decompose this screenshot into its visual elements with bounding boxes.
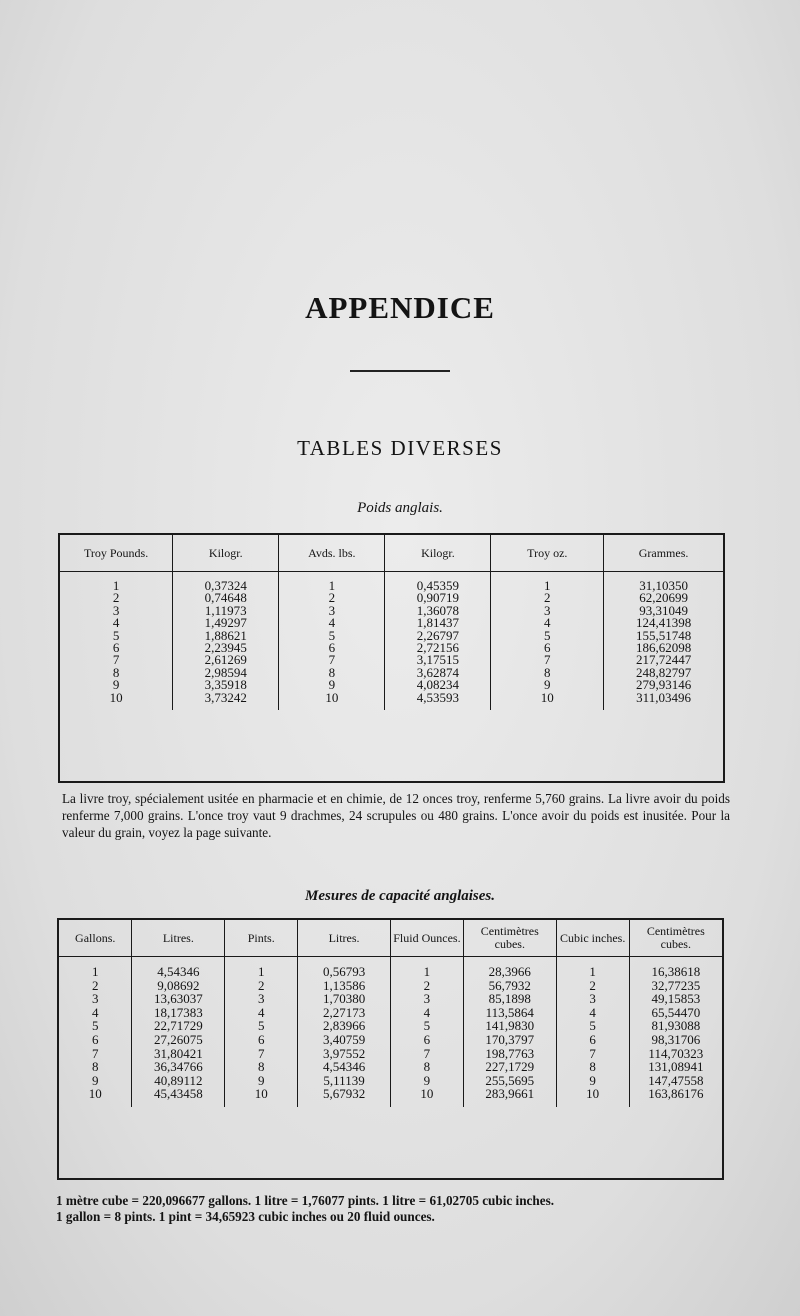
table-cell: 10 bbox=[325, 689, 339, 705]
column-header: Gallons. bbox=[59, 920, 132, 957]
column-header: Troy oz. bbox=[491, 535, 604, 572]
table-cell: 7 bbox=[423, 1045, 431, 1061]
table-cell: 170,3797 bbox=[485, 1031, 535, 1047]
table-cell: 113,5864 bbox=[485, 1004, 534, 1020]
table-cell: 6 bbox=[112, 639, 120, 655]
table-cell: 98,31706 bbox=[651, 1031, 701, 1047]
table-cell: 5 bbox=[91, 1018, 99, 1034]
column-header: Litres. bbox=[298, 920, 391, 957]
footnote bbox=[56, 1193, 768, 1225]
table-cell: 3 bbox=[257, 991, 265, 1007]
table-cell: 9 bbox=[589, 1072, 596, 1088]
table-cell: 36,34766 bbox=[153, 1059, 203, 1075]
title-divider bbox=[350, 370, 450, 372]
table-cell: 6 bbox=[589, 1031, 596, 1047]
table-cell: 10 bbox=[88, 1086, 102, 1102]
table-cell: 124,41398 bbox=[635, 615, 692, 631]
table-cell: 10 bbox=[420, 1086, 434, 1102]
table-cell: 9,08692 bbox=[157, 977, 200, 993]
table-column bbox=[629, 957, 722, 1107]
table-cell: 4 bbox=[91, 1004, 99, 1020]
weights-header-row bbox=[60, 535, 723, 572]
footnote-line: 1 mètre cube = 220,096677 gallons. 1 litre = 1,76077 pints. 1 litre = 61,02705 cubic inches. bbox=[56, 1193, 555, 1208]
table-cell: 3 bbox=[544, 602, 551, 618]
table-cell: 114,70323 bbox=[648, 1045, 704, 1061]
table-cell: 9 bbox=[257, 1072, 265, 1088]
table-cell: 1 bbox=[91, 964, 99, 979]
table-cell: 5 bbox=[328, 627, 336, 643]
table-cell: 4 bbox=[257, 1004, 265, 1020]
table-cell: 3,17515 bbox=[416, 652, 460, 668]
table-cell: 155,51748 bbox=[635, 627, 692, 643]
table-cell: 4,54346 bbox=[157, 964, 200, 979]
table-cell: 16,38618 bbox=[651, 964, 701, 979]
table-cell: 1 bbox=[328, 578, 336, 593]
table-cell: 255,5695 bbox=[485, 1072, 535, 1088]
table-cell: 4 bbox=[544, 615, 551, 631]
table-cell: 8 bbox=[328, 664, 336, 680]
table-column bbox=[463, 957, 556, 1107]
table-cell: 2,27173 bbox=[322, 1004, 366, 1020]
table-cell: 18,17383 bbox=[153, 1004, 203, 1020]
table-cell: 4,54346 bbox=[322, 1059, 366, 1075]
table-cell: 2,23945 bbox=[204, 639, 247, 655]
table-cell: 3,73242 bbox=[204, 689, 247, 705]
table-cell: 3,40759 bbox=[322, 1031, 366, 1047]
table-cell: 2,98594 bbox=[204, 664, 247, 680]
table-cell: 5,67932 bbox=[322, 1086, 366, 1102]
table-cell: 8 bbox=[589, 1059, 596, 1075]
column-header: Pints. bbox=[225, 920, 298, 957]
table-cell: 2 bbox=[112, 590, 120, 606]
table-cell: 81,93088 bbox=[651, 1018, 701, 1034]
table-cell: 5 bbox=[257, 1018, 265, 1034]
table-cell: 8 bbox=[544, 664, 551, 680]
table-cell: 8 bbox=[423, 1059, 431, 1075]
table-column bbox=[385, 572, 491, 710]
table-cell: 1,81437 bbox=[416, 615, 460, 631]
table-cell: 5,11139 bbox=[323, 1072, 365, 1088]
column-header: Fluid Ounces. bbox=[390, 920, 463, 957]
table-cell: 279,93146 bbox=[635, 677, 692, 693]
column-header: Troy Pounds. bbox=[60, 535, 173, 572]
table-cell: 9 bbox=[544, 677, 551, 693]
section-title: TABLES DIVERSES bbox=[297, 436, 503, 460]
table-cell: 10 bbox=[540, 689, 554, 705]
table-cell: 1,13586 bbox=[322, 977, 366, 993]
table-cell: 3 bbox=[423, 991, 431, 1007]
table-cell: 28,3966 bbox=[488, 964, 531, 979]
table-cell: 141,9830 bbox=[485, 1018, 535, 1034]
column-header: Kilogr. bbox=[385, 535, 491, 572]
table-cell: 5 bbox=[423, 1018, 431, 1034]
table-cell: 1,11973 bbox=[204, 602, 247, 618]
table-cell: 93,31049 bbox=[639, 602, 688, 618]
table-cell: 1 bbox=[112, 578, 120, 593]
table-cell: 2 bbox=[91, 977, 99, 993]
table-cell: 40,89112 bbox=[154, 1072, 203, 1088]
table-cell: 4,53593 bbox=[416, 689, 460, 705]
table-cell: 1 bbox=[423, 964, 431, 979]
table-cell: 8 bbox=[257, 1059, 265, 1075]
table-cell: 0,90719 bbox=[416, 590, 460, 606]
capacity-table-caption: Mesures de capacité anglaises. bbox=[305, 888, 495, 904]
table-cell: 22,71729 bbox=[153, 1018, 203, 1034]
table-cell: 4,08234 bbox=[416, 677, 460, 693]
table-cell: 32,77235 bbox=[651, 977, 701, 993]
column-header: Grammes. bbox=[604, 535, 723, 572]
table-cell: 5 bbox=[589, 1018, 596, 1034]
capacity-table bbox=[57, 918, 724, 1180]
table-column bbox=[556, 957, 629, 1107]
table-cell: 31,10350 bbox=[639, 578, 688, 593]
table-cell: 10 bbox=[254, 1086, 268, 1102]
table-cell: 3,35918 bbox=[204, 677, 247, 693]
table-cell: 0,56793 bbox=[322, 964, 366, 979]
table-cell: 2,26797 bbox=[416, 627, 460, 643]
table-cell: 7 bbox=[544, 652, 551, 668]
capacity-header-row bbox=[59, 920, 722, 957]
table-cell: 227,1729 bbox=[485, 1059, 535, 1075]
page-title: APPENDICE bbox=[305, 290, 495, 325]
weights-table bbox=[58, 533, 725, 783]
column-header: Centimètres cubes. bbox=[629, 920, 722, 957]
table-cell: 2 bbox=[589, 977, 596, 993]
table-cell: 9 bbox=[91, 1072, 99, 1088]
table-cell: 311,03496 bbox=[636, 689, 691, 705]
table-cell: 1 bbox=[589, 964, 596, 979]
table-cell: 9 bbox=[423, 1072, 431, 1088]
table-cell: 1,88621 bbox=[204, 627, 247, 643]
table-cell: 13,63037 bbox=[153, 991, 203, 1007]
table-cell: 3,62874 bbox=[416, 664, 460, 680]
table-cell: 10 bbox=[586, 1086, 600, 1102]
column-header: Cubic inches. bbox=[556, 920, 629, 957]
table-cell: 7 bbox=[112, 652, 120, 668]
table-cell: 9 bbox=[328, 677, 336, 693]
table-cell: 283,9661 bbox=[485, 1086, 535, 1102]
table-cell: 45,43458 bbox=[153, 1086, 203, 1102]
table-column bbox=[298, 957, 391, 1107]
table-cell: 2 bbox=[328, 590, 336, 606]
table-column bbox=[132, 957, 225, 1107]
table-cell: 217,72447 bbox=[635, 652, 692, 668]
table-cell: 62,20699 bbox=[639, 590, 688, 606]
table-cell: 2 bbox=[257, 977, 265, 993]
table-cell: 2,83966 bbox=[322, 1018, 366, 1034]
table-column bbox=[390, 957, 463, 1107]
column-header: Litres. bbox=[132, 920, 225, 957]
table-cell: 0,45359 bbox=[416, 578, 460, 593]
table-cell: 5 bbox=[112, 627, 120, 643]
table-cell: 4 bbox=[328, 615, 336, 631]
body-paragraph: La livre troy, spécialement usitée en pharmacie et en chimie, de 12 onces troy, renferme 5,760 grains. La livre avoir du poids renferme 7,000 grains. L'once troy vaut 9 drachmes, 24 scrupules ou 480 grains. L'once avoir du poids est inusitée. Pour la valeur du grain, voyez la page suivante. bbox=[62, 791, 730, 840]
capacity-table-grid bbox=[59, 920, 722, 1107]
table-cell: 10 bbox=[109, 689, 123, 705]
table-cell: 248,82797 bbox=[635, 664, 692, 680]
table-cell: 147,47558 bbox=[648, 1072, 704, 1088]
table-cell: 3 bbox=[112, 602, 120, 618]
table-cell: 1 bbox=[257, 964, 265, 979]
table-cell: 8 bbox=[112, 664, 120, 680]
table-cell: 9 bbox=[112, 677, 120, 693]
table-cell: 6 bbox=[91, 1031, 99, 1047]
table-cell: 163,86176 bbox=[648, 1086, 704, 1102]
table-cell: 198,7763 bbox=[485, 1045, 535, 1061]
table-cell: 0,37324 bbox=[204, 578, 247, 593]
table-column bbox=[604, 572, 723, 710]
table-cell: 49,15853 bbox=[651, 991, 701, 1007]
capacity-body-row bbox=[59, 957, 722, 1107]
table-cell: 6 bbox=[257, 1031, 265, 1047]
table-cell: 6 bbox=[328, 639, 336, 655]
table-cell: 85,1898 bbox=[488, 991, 531, 1007]
table-cell: 2 bbox=[423, 977, 431, 993]
table-column bbox=[60, 572, 173, 710]
table-cell: 3 bbox=[589, 991, 596, 1007]
table-cell: 56,7932 bbox=[488, 977, 531, 993]
table-column bbox=[279, 572, 385, 710]
table-cell: 1,36078 bbox=[416, 602, 460, 618]
table-cell: 2,72156 bbox=[416, 639, 460, 655]
table-cell: 4 bbox=[423, 1004, 431, 1020]
table-cell: 7 bbox=[91, 1045, 99, 1061]
table-cell: 4 bbox=[589, 1004, 596, 1020]
table-cell: 3 bbox=[91, 991, 99, 1007]
table-cell: 2 bbox=[544, 590, 551, 606]
table-cell: 8 bbox=[91, 1059, 99, 1075]
table-cell: 7 bbox=[328, 652, 336, 668]
table-cell: 5 bbox=[544, 627, 551, 643]
table-cell: 186,62098 bbox=[635, 639, 692, 655]
table-cell: 1 bbox=[544, 578, 551, 593]
table-column bbox=[59, 957, 132, 1107]
weights-table-grid bbox=[60, 535, 723, 710]
table-column bbox=[173, 572, 279, 710]
table-cell: 6 bbox=[423, 1031, 431, 1047]
column-header: Kilogr. bbox=[173, 535, 279, 572]
table-cell: 7 bbox=[257, 1045, 265, 1061]
weights-body-row bbox=[60, 572, 723, 710]
table-cell: 131,08941 bbox=[648, 1059, 704, 1075]
table-cell: 6 bbox=[544, 639, 551, 655]
table-cell: 3,97552 bbox=[322, 1045, 366, 1061]
table-cell: 7 bbox=[589, 1045, 596, 1061]
table-cell: 1,70380 bbox=[322, 991, 366, 1007]
table-cell: 31,80421 bbox=[153, 1045, 203, 1061]
table-column bbox=[491, 572, 604, 710]
table-cell: 65,54470 bbox=[651, 1004, 701, 1020]
table-cell: 2,61269 bbox=[204, 652, 247, 668]
table-cell: 1,49297 bbox=[204, 615, 247, 631]
table-cell: 4 bbox=[112, 615, 120, 631]
table-cell: 3 bbox=[328, 602, 336, 618]
column-header: Avds. lbs. bbox=[279, 535, 385, 572]
column-header: Centimètres cubes. bbox=[463, 920, 556, 957]
table-cell: 0,74648 bbox=[204, 590, 247, 606]
table-cell: 27,26075 bbox=[153, 1031, 203, 1047]
footnote-line: 1 gallon = 8 pints. 1 pint = 34,65923 cubic inches ou 20 fluid ounces. bbox=[56, 1209, 435, 1224]
weights-table-caption: Poids anglais. bbox=[357, 500, 443, 516]
table-column bbox=[225, 957, 298, 1107]
